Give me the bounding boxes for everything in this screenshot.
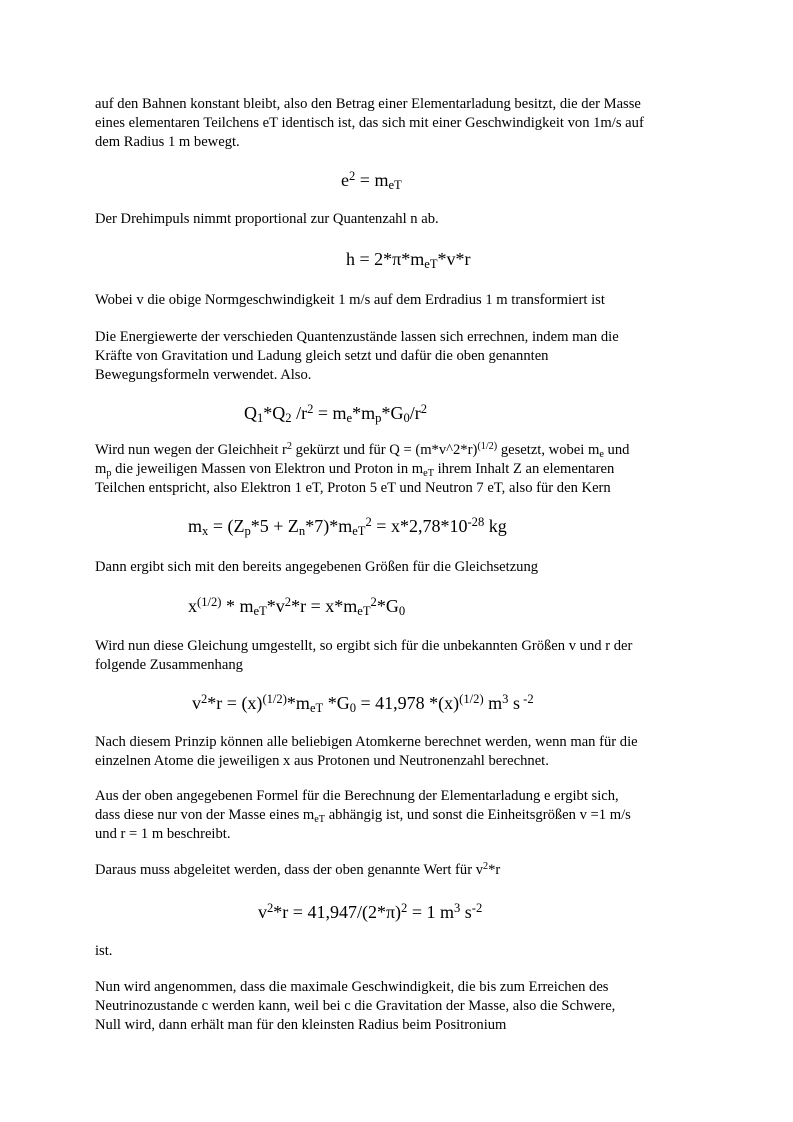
dann-paragraph: Dann ergibt sich mit den bereits angegebenen Größen für die Gleichsetzung [95, 559, 539, 575]
formula-v2r: $v^2*r = (x)^{(1/2)}*m_{eT}$ $*G_0 = 41,978$ $*(x)^{(1/2)}$ $m^3$ s $^{-2}$ [192, 691, 534, 716]
kuerzung-paragraph: Wird nun wegen der Gleichheit $r^2$ gekürzt und für Q = (m*v^2*r)$^{(1/2)}$ gesetzt, wobei $m_e$ und $m_p$ die jeweiligen Massen von Elektron und Proton in $m_{eT}$ ihrem Inhalt Z an elementaren Teilchen entspricht, also Elektron 1 eT, Proton 5 eT und Neutron 7 eT, also für den Kern [95, 440, 630, 496]
neutrino-paragraph: Nun wird angenommen, dass die maximale Geschwindigkeit, die bis zum Erreichen des Neutrinozustande c werden kann, weil bei c die Gravitation der Masse, also die Schwere, Null wird, dann erhält man für den kleinsten Radius beim Positronium [95, 979, 616, 1033]
formula-gleichsetzung: $Q_1*Q_2$ $/r^2 = m_e*m_p*G_0/r^2$ [244, 401, 428, 426]
umgestellt-paragraph: Wird nun diese Gleichung umgestellt, so ergibt sich für die unbekannten Größen v und r der folgende Zusammenhang [95, 638, 633, 673]
text-line: dem Radius 1 m bewegt. [95, 134, 240, 150]
text-line: auf den Bahnen konstant bleibt, also den Betrag einer Elementarladung besitzt, die der Masse [95, 96, 641, 112]
formula-h: $h = 2*\pi*m_{eT}*v*r$ [346, 249, 471, 272]
energie-paragraph: Die Energiewerte der verschieden Quantenzustände lassen sich errechnen, indem man die Kräfte von Gravitation und Ladung gleich setzt und dafür die oben genannten Bewegungsformeln verwendet. Also. [95, 329, 619, 383]
prinzip-paragraph: Nach diesem Prinzip können alle beliebigen Atomkerne berechnet werden, wenn man für die einzelnen Atome die jeweiligen x aus Protonen und Neutronenzahl berechnet. [95, 734, 638, 769]
formula-gleichsetzung-x: $x^{(1/2)} * m_{eT}*v^2*r = x*m_{eT}^2*G_0$ [188, 594, 406, 619]
daraus-paragraph: Daraus muss abgeleitet werden, dass der oben genannte Wert für $v^2*r$ [95, 860, 501, 878]
formula-kernmasse: $m_x = (Z_p*5 + Z_n*7)*m_{eT}^2 = x*2,78*10^{-28}$ kg [188, 514, 507, 539]
ist-paragraph: ist. [95, 943, 113, 959]
text-line: eines elementaren Teilchens eT identisch ist, das sich mit einer Geschwindigkeit von 1m/s auf [95, 115, 644, 131]
wobei-paragraph: Wobei v die obige Normgeschwindigkeit 1 m/s auf dem Erdradius 1 m transformiert ist [95, 292, 605, 308]
elementarladung-paragraph: Aus der oben angegebenen Formel für die Berechnung der Elementarladung e ergibt sich, dass diese nur von der Masse eines $m_{eT}$ abhängig ist, und sonst die Einheitsgrößen v =1 m/s und r = 1 m beschreibt. [95, 788, 631, 842]
formula-v2r-result: $v^2*r = 41,947/(2*\pi)^2 = 1$ $m^3$ $s^{-2}$ [258, 900, 483, 922]
drehimpuls-paragraph: Der Drehimpuls nimmt proportional zur Quantenzahl n ab. [95, 211, 439, 227]
intro-paragraph [95, 95, 705, 152]
formula-e-squared: $e^2 = m_{eT}$ [341, 168, 402, 193]
